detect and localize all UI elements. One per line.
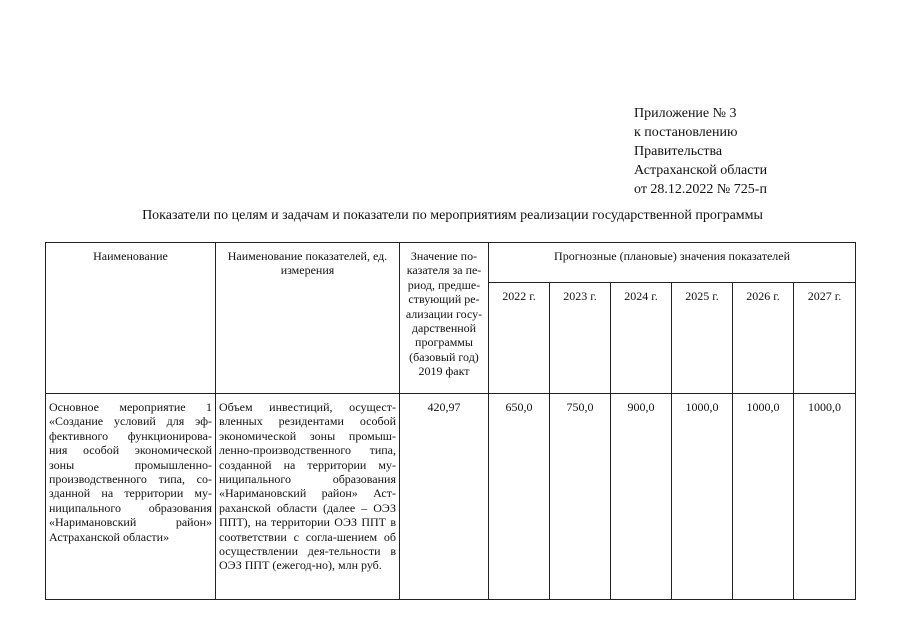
- value-cell: 750,0: [550, 394, 611, 600]
- document-title: Показатели по целям и задачам и показатели по мероприятиям реализации государственной программы: [142, 208, 763, 223]
- year-header: 2026 г.: [733, 283, 794, 394]
- year-header: 2023 г.: [550, 283, 611, 394]
- value-cell: 650,0: [489, 394, 550, 600]
- row-name-cell: Основное мероприятие 1 «Создание условий для эф-фективного функционирова-ния особой экономической зоны промышленно-производственного типа, со-зданной на территории му-ниципального образования «Наримановский район» Астраханской области»: [46, 394, 216, 600]
- appendix-line: Приложение № 3: [634, 106, 737, 121]
- year-header: 2022 г.: [489, 283, 550, 394]
- appendix-header: [634, 104, 767, 199]
- year-header: 2025 г.: [672, 283, 733, 394]
- indicators-table: [45, 242, 856, 600]
- row-indicator-cell: Объем инвестиций, осущест-вленных резидентами особой экономической зоны промыш-ленно-производственного типа, созданной на территории му-ниципального образования «Наримановский район» Аст-раханской области (далее – ОЭЗ ППТ), на территории ОЭЗ ППТ в соответствии с согла-шением об осуществлении дея-тельности в ОЭЗ ППТ (ежегод-но), млн руб.: [216, 394, 400, 600]
- appendix-line: к постановлению: [634, 125, 738, 140]
- value-cell: 1000,0: [794, 394, 856, 600]
- table-row: [46, 394, 856, 600]
- value-cell: 900,0: [611, 394, 672, 600]
- header-name: Наименование: [46, 243, 216, 394]
- header-forecast: Прогнозные (плановые) значения показателей: [489, 243, 856, 283]
- base-value-cell: 420,97: [400, 394, 489, 600]
- header-base-value: Значение по-казателя за пе-риод, предше-ствующий ре-ализации госу-дарственной программы (базовый год) 2019 факт: [400, 243, 489, 394]
- appendix-line: Правительства: [634, 144, 723, 159]
- header-indicator: Наименование показателей, ед. измерения: [216, 243, 400, 394]
- value-cell: 1000,0: [672, 394, 733, 600]
- year-header: 2027 г.: [794, 283, 856, 394]
- appendix-line: Астраханской области: [634, 163, 768, 178]
- appendix-line: от 28.12.2022 № 725-п: [634, 182, 767, 197]
- year-header: 2024 г.: [611, 283, 672, 394]
- value-cell: 1000,0: [733, 394, 794, 600]
